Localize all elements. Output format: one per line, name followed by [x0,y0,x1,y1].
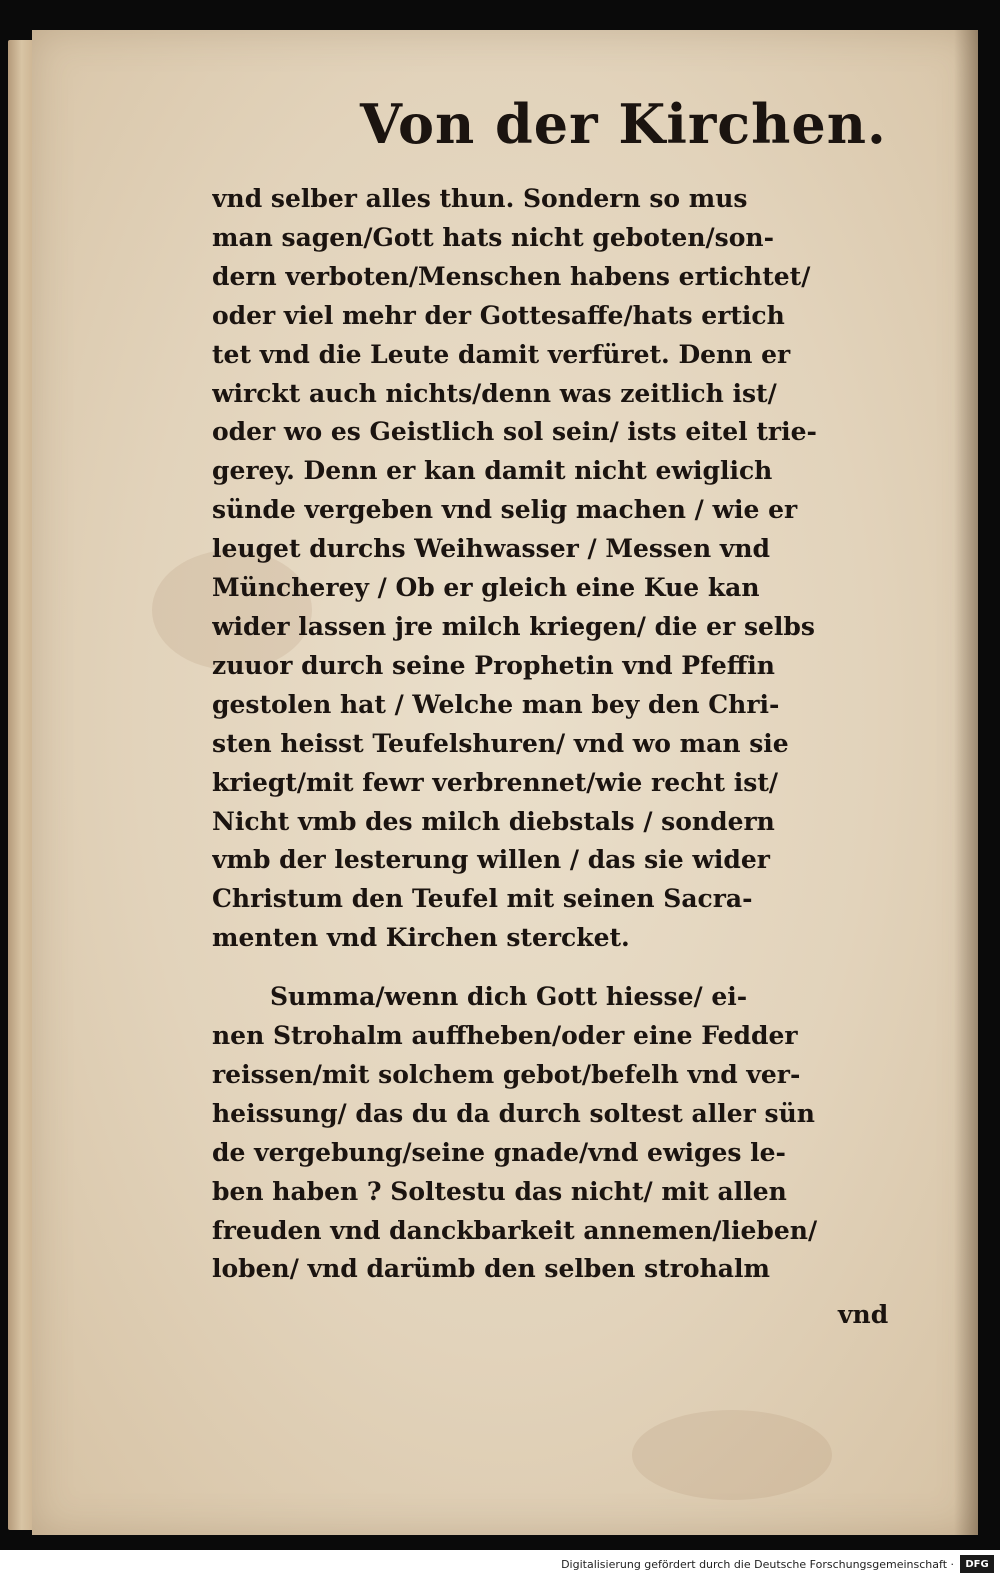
text-line: loben/ vnd darümb den selben strohalm [212,1254,770,1284]
text-line: sünde vergeben vnd selig machen / wie er [212,495,798,525]
text-line: de vergebung/seine gnade/vnd ewiges le- [212,1137,786,1167]
text-line: zuuor durch seine Prophetin vnd Pfeffin [212,650,775,680]
text-line: vnd selber alles thun. Sondern so mus [212,184,748,213]
text-line: leuget durchs Weihwasser / Messen vnd [212,534,771,564]
text-line: vmb der lesterung willen / das sie wider [212,845,770,875]
text-line: man sagen/Gott hats nicht geboten/son- [212,222,774,252]
text-line: Summa/wenn dich Gott hiesse/ ei- [270,982,748,1012]
text-line: wirckt auch nichts/denn was zeitlich ist/ [212,378,777,408]
text-line: dern verboten/Menschen habens ertichtet/ [212,261,811,291]
text-line: Müncherey / Ob er gleich eine Kue kan [212,573,760,603]
spine-shadow [954,30,978,1535]
dfg-logo: DFG [960,1555,994,1573]
text-line: freuden vnd danckbarkeit annemen/lieben/ [212,1215,818,1245]
text-line: gerey. Denn er kan damit nicht ewiglich [212,456,773,486]
text-line: oder wo es Geistlich sol sein/ ists eitel trie- [212,417,817,447]
text-line: Nicht vmb des milch diebstals / sondern [212,806,775,836]
text-line: wider lassen jre milch kriegen/ die er selbs [212,611,815,641]
body-text [212,180,912,1289]
text-line: menten vnd Kirchen stercket. [212,923,630,953]
text-line: heissung/ das du da durch soltest aller sün [212,1098,815,1128]
text-line: sten heisst Teufelshuren/ vnd wo man sie [212,728,789,758]
catchword: vnd [838,1300,889,1329]
paragraph-gap [212,958,912,978]
text-line: Christum den Teufel mit seinen Sacra- [212,884,753,914]
text-line: nen Strohalm auffheben/oder eine Fedder [212,1021,798,1051]
footer-bar [0,1550,1000,1580]
paper-stain [632,1410,832,1500]
text-line: kriegt/mit fewr verbrennet/wie recht ist/ [212,767,779,797]
text-line: reissen/mit solchem gebot/befelh vnd ver- [212,1059,801,1089]
text-line: oder viel mehr der Gottesaffe/hats ertich [212,300,785,330]
running-head: Von der Kirchen. [360,92,887,156]
paragraph-1 [212,180,912,958]
text-line: gestolen hat / Welche man bey den Chri- [212,689,780,719]
text-line: tet vnd die Leute damit verfüret. Denn er [212,339,791,369]
funding-credit: Digitalisierung gefördert durch die Deutsche Forschungsgemeinschaft · [561,1558,954,1571]
text-line: ben haben ? Soltestu das nicht/ mit allen [212,1176,787,1206]
paragraph-2 [212,978,912,1289]
